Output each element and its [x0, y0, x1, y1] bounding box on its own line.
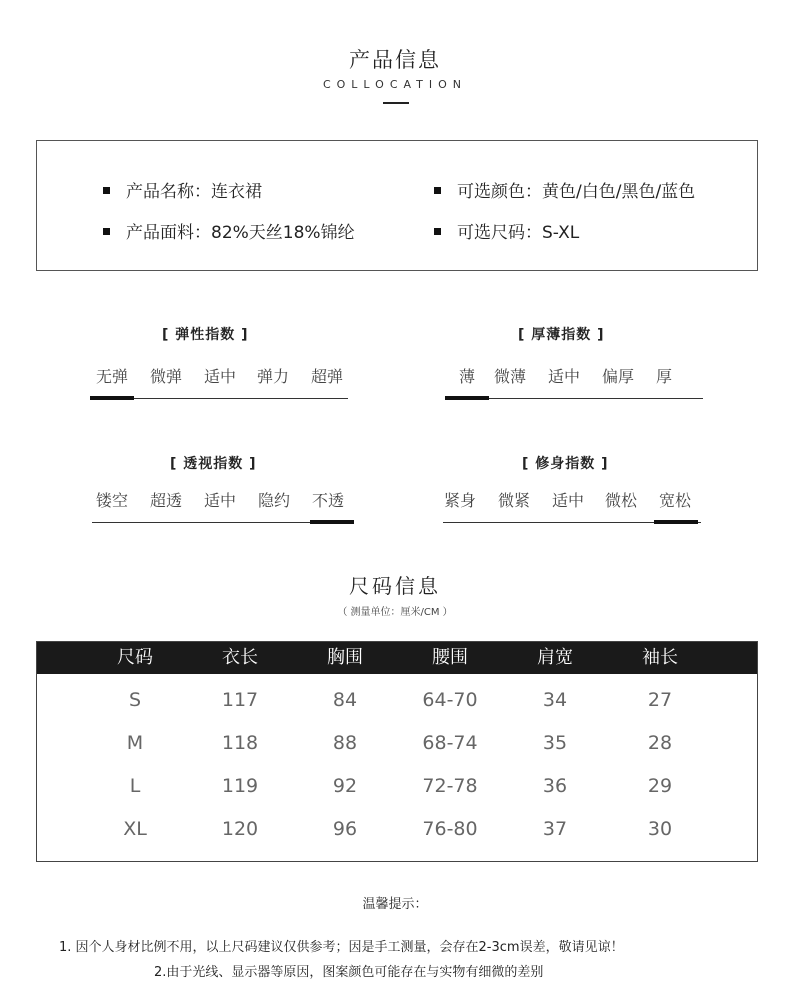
tip-line: 1. 因个人身材比例不用，以上尺码建议仅供参考；因是手工测量，会存在2-3cm误差，敬请见谅！: [59, 940, 624, 955]
size-table: [36, 641, 758, 862]
fit-option: 宽松: [659, 491, 692, 510]
table-cell: 36: [542, 775, 568, 797]
size-table-header: [37, 642, 757, 674]
column-header: 衣长: [222, 647, 258, 668]
table-cell: 72-78: [422, 775, 478, 797]
column-header: 腰围: [432, 647, 468, 668]
tips-title: 温馨提示：: [362, 897, 428, 912]
table-cell: XL: [123, 818, 147, 840]
fit-index-title: [ 修身指数 ]: [522, 456, 609, 472]
transparency-index-title: [ 透视指数 ]: [170, 456, 257, 472]
table-cell: 92: [332, 775, 358, 797]
transparency-option: 隐约: [258, 491, 291, 510]
info-text: 产品面料：82%天丝18%锦纶: [126, 223, 355, 243]
fit-option: 适中: [552, 491, 585, 510]
elasticity-option: 超弹: [311, 367, 344, 386]
column-header: 胸围: [327, 647, 363, 668]
transparency-option: 适中: [204, 491, 237, 510]
tip-line: 2.由于光线、显示器等原因，图案颜色可能存在与实物有细微的差别: [154, 965, 544, 980]
table-cell: 37: [542, 818, 568, 840]
thickness-option: 微薄: [494, 367, 527, 386]
thickness-option: 厚: [656, 367, 673, 386]
thickness-option: 薄: [459, 367, 476, 386]
elasticity-index-title: [ 弹性指数 ]: [162, 327, 249, 343]
elasticity-selected-marker: [90, 396, 134, 400]
table-cell: 30: [647, 818, 673, 840]
elasticity-option: 弹力: [257, 367, 290, 386]
table-cell: 29: [647, 775, 673, 797]
column-header: 肩宽: [537, 647, 573, 668]
product-info-box: [36, 140, 758, 271]
info-item-sizes: [434, 218, 579, 243]
page-title: 产品信息: [349, 48, 441, 72]
fit-option: 紧身: [444, 491, 477, 510]
thickness-option: 偏厚: [602, 367, 635, 386]
table-cell: 117: [221, 689, 259, 711]
elasticity-option: 适中: [204, 367, 237, 386]
bullet-icon: [434, 228, 441, 235]
info-item-name: [103, 177, 262, 202]
fit-selected-marker: [654, 520, 698, 524]
bullet-icon: [434, 187, 441, 194]
table-cell: 64-70: [422, 689, 478, 711]
thickness-selected-marker: [445, 396, 489, 400]
transparency-option: 不透: [312, 491, 345, 510]
transparency-option: 镂空: [96, 491, 129, 510]
column-header: 袖长: [642, 647, 678, 668]
table-cell: 76-80: [422, 818, 478, 840]
thickness-option: 适中: [548, 367, 581, 386]
elasticity-option: 无弹: [96, 367, 129, 386]
bullet-icon: [103, 228, 110, 235]
page-subtitle: COLLOCATION: [322, 78, 468, 91]
info-item-fabric: [103, 218, 355, 243]
table-cell: L: [129, 775, 141, 797]
transparency-selected-marker: [310, 520, 354, 524]
table-cell: 119: [221, 775, 259, 797]
table-cell: 28: [647, 732, 673, 754]
info-text: 可选尺码：S-XL: [457, 223, 580, 243]
size-section-title: 尺码信息: [349, 574, 441, 598]
elasticity-option: 微弹: [150, 367, 183, 386]
table-cell: S: [128, 689, 142, 711]
title-underline: [383, 102, 409, 104]
table-cell: M: [126, 732, 144, 754]
thickness-index-title: [ 厚薄指数 ]: [518, 327, 605, 343]
size-unit-note: （ 测量单位：厘米/CM ）: [337, 607, 453, 618]
table-cell: 120: [221, 818, 259, 840]
info-item-colors: [434, 177, 695, 202]
table-cell: 68-74: [422, 732, 478, 754]
fit-option: 微紧: [498, 491, 531, 510]
info-text: 可选颜色：黄色/白色/黑色/蓝色: [457, 182, 696, 202]
table-cell: 88: [332, 732, 358, 754]
bullet-icon: [103, 187, 110, 194]
table-cell: 27: [647, 689, 673, 711]
table-cell: 35: [542, 732, 568, 754]
table-cell: 118: [221, 732, 259, 754]
transparency-option: 超透: [150, 491, 183, 510]
table-cell: 96: [332, 818, 358, 840]
fit-option: 微松: [605, 491, 638, 510]
column-header: 尺码: [117, 647, 153, 668]
info-text: 产品名称：连衣裙: [126, 182, 262, 202]
table-cell: 34: [542, 689, 568, 711]
table-cell: 84: [332, 689, 358, 711]
